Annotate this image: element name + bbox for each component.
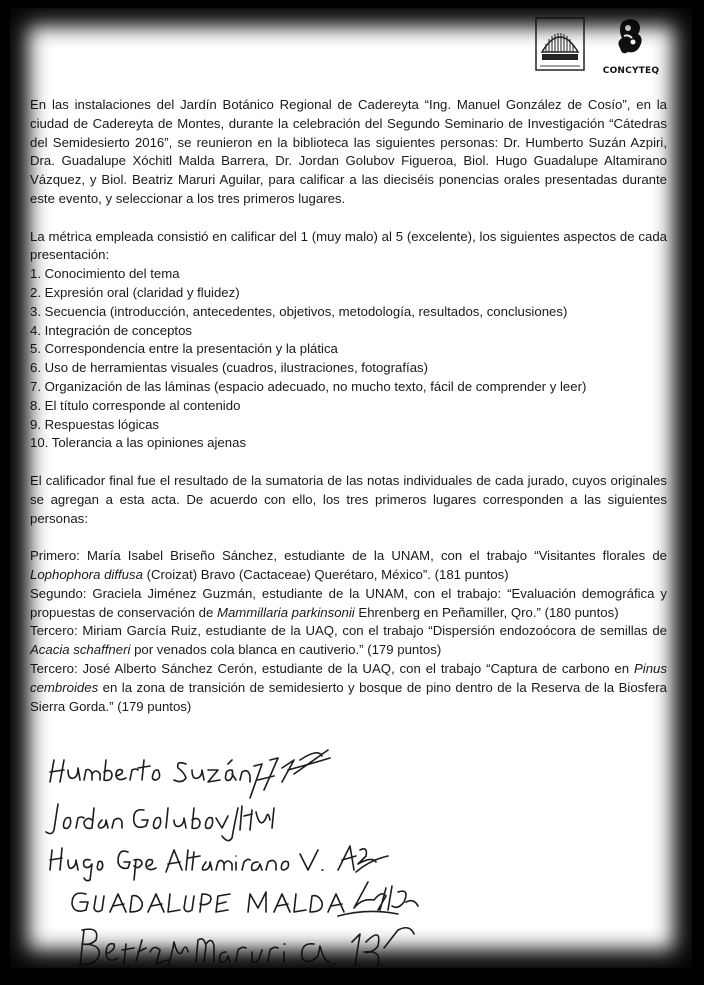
intro-paragraph: En las instalaciones del Jardín Botánico Regional de Cadereyta “Ing. Manuel González de Cosío”, en la ciudad de Cadereyta de Montes, durante la celebración del Segundo Seminario de Investigación “Cátedras del Semidesierto 2016”, se reunieron en la biblioteca las siguientes personas: Dr. Humberto Suzán Azpiri, Dra. Guadalupe Xóchitl Malda Barrera, Dr. Jordan Golubov Figueroa, Biol. Hugo Guadalupe Altamirano Vázquez, y Biol. Beatriz Maruri Aguilar, para calificar a las dieciséis ponencias orales presentadas durante este evento, y seleccionar a los tres primeros lugares. xyxy=(30,97,667,206)
criteria-item: 3. Secuencia (introducción, antecedentes, objetivos, metodología, resultados, conclusiones) xyxy=(30,303,568,319)
criteria-item: 10. Tolerancia a las opiniones ajenas xyxy=(30,435,247,451)
species-name: Acacia schaffneri xyxy=(30,642,131,658)
metric-intro: La métrica empleada consistió en calificar del 1 (muy malo) al 5 (excelente), los siguientes aspectos de cada presentación: xyxy=(30,228,667,263)
winner-second xyxy=(30,585,667,623)
handwritten-signatures xyxy=(38,730,658,965)
criteria-item: 1. Conocimiento del tema xyxy=(30,266,180,282)
winner-third-b xyxy=(30,660,667,716)
header-logos xyxy=(534,16,664,76)
criteria-item: 2. Expresión oral (claridad y fluidez) xyxy=(30,284,240,300)
concyteq-logo xyxy=(598,16,664,76)
concyteq-wordmark: CONCYTEQ xyxy=(602,66,660,76)
signature-humberto xyxy=(50,750,330,798)
winner-text: Segundo: Graciela Jiménez Guzmán, estudiante de la UNAM, con el trabajo: “Evaluación demográfica y propuestas de conservación de xyxy=(30,585,667,620)
winner-text: (Croizat) Bravo (Cactaceae) Querétaro, México”. (181 puntos) xyxy=(142,566,509,582)
winner-text: Primero: María Isabel Briseño Sánchez, estudiante de la UNAM, con el trabajo “Visitantes florales de xyxy=(30,548,667,564)
winner-text: en la zona de transición de semidesierto y bosque de pino dentro de la Reserva de la Biosfera Sierra Gorda.” (179 puntos) xyxy=(30,679,667,714)
document-page xyxy=(10,8,692,968)
signature-malda xyxy=(72,882,418,916)
document-body xyxy=(30,96,667,716)
criteria-item: 7. Organización de las láminas (espacio adecuado, no mucho texto, fácil de comprender y leer) xyxy=(30,378,587,394)
result-paragraph: El calificador final fue el resultado de la sumatoria de las notas individuales de cada jurado, cuyos originales se agregan a esta acta. De acuerdo con ello, los tres primeros lugares corresponden a las siguientes personas: xyxy=(30,472,667,526)
criteria-item: 4. Integración de conceptos xyxy=(30,322,193,338)
winner-third-a xyxy=(30,622,667,660)
species-name: Lophophora diffusa xyxy=(30,566,143,582)
criteria-item: 9. Respuestas lógicas xyxy=(30,416,160,432)
criteria-item: 8. El título corresponde al contenido xyxy=(30,397,241,413)
signature-block xyxy=(38,730,658,965)
winner-first xyxy=(30,547,667,585)
criteria-list xyxy=(30,265,667,453)
species-name: Pinus cembroides xyxy=(30,660,667,695)
signature-hugo xyxy=(50,846,388,881)
signature-beatriz xyxy=(80,928,414,965)
criteria-item: 6. Uso de herramientas visuales (cuadros, ilustraciones, fotografías) xyxy=(30,360,429,376)
winner-text: por venados cola blanca en cautiverio.” (179 puntos) xyxy=(130,642,442,658)
winner-text: Ehrenberg en Peñamiller, Qro.” (180 puntos) xyxy=(354,604,619,620)
species-name: Mammillaria parkinsonii xyxy=(216,604,355,620)
criteria-item: 5. Correspondencia entre la presentación y la plática xyxy=(30,341,338,357)
winner-text: Tercero: José Alberto Sánchez Cerón, estudiante de la UAQ, con el trabajo “Captura de carbono en xyxy=(30,660,634,676)
signature-jordan xyxy=(46,804,274,841)
institution-logo xyxy=(534,16,586,72)
winner-text: Tercero: Miriam García Ruiz, estudiante de la UAQ, con el trabajo “Dispersión endozoócora de semillas de xyxy=(30,623,667,639)
